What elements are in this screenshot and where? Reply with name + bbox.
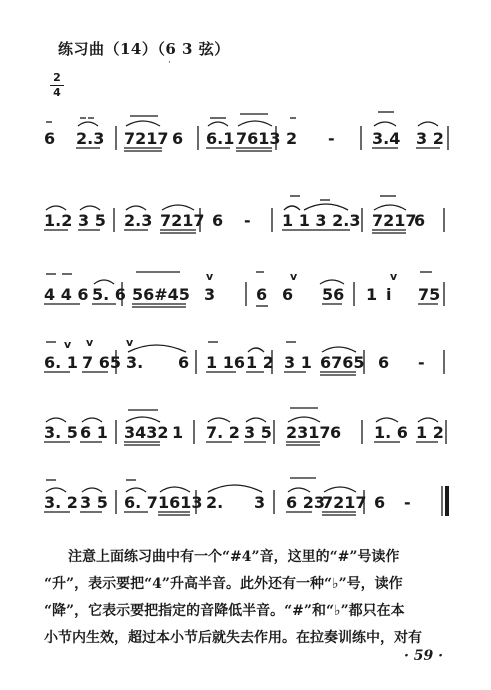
note: 7217 bbox=[372, 211, 417, 230]
note: 1.2 bbox=[44, 211, 73, 230]
note: 1613 bbox=[158, 493, 203, 512]
note: 2 bbox=[286, 129, 298, 148]
score-line-2-svg bbox=[0, 188, 491, 258]
page-number: · 59 · bbox=[404, 648, 443, 664]
etude-title: 练习曲（14）（6 3 弦） bbox=[58, 40, 230, 58]
svg-text:v: v bbox=[390, 270, 398, 283]
note: 3. 5 bbox=[44, 423, 78, 442]
note: - bbox=[418, 353, 425, 372]
note: 7217 bbox=[124, 129, 169, 148]
paragraph-line: 注意上面练习曲中有一个“#4”音，这里的“#”号读作 bbox=[68, 549, 400, 565]
note: 7217 bbox=[160, 211, 205, 230]
note: 3. 2 bbox=[44, 493, 78, 512]
svg-text:v: v bbox=[126, 336, 134, 349]
score-line-1-svg bbox=[0, 100, 491, 170]
svg-text:v: v bbox=[86, 336, 94, 349]
note: 6 bbox=[256, 285, 268, 304]
note: 1 16 bbox=[206, 353, 245, 372]
note: 6 bbox=[414, 211, 426, 230]
score-line-2 bbox=[0, 188, 491, 258]
note: i bbox=[386, 285, 392, 304]
svg-text:v: v bbox=[206, 270, 214, 283]
note: - bbox=[328, 129, 335, 148]
note: 6 bbox=[282, 285, 294, 304]
score-line-5 bbox=[0, 398, 491, 468]
note: 3 5 bbox=[78, 211, 106, 230]
note: 3. bbox=[126, 353, 144, 372]
score-line-6 bbox=[0, 468, 491, 538]
note: - bbox=[404, 493, 411, 512]
note: 2317 bbox=[286, 423, 331, 442]
note: 1 bbox=[366, 285, 378, 304]
note: 1 2 bbox=[416, 423, 444, 442]
note: 7 65 bbox=[82, 353, 121, 372]
time-signature-bottom: 4 bbox=[53, 86, 61, 99]
note: 75 bbox=[418, 285, 441, 304]
svg-text:v: v bbox=[64, 338, 72, 351]
note: 7217 bbox=[322, 493, 367, 512]
paragraph-line: “降”，它表示要把指定的音降低半音。“#”和“♭”都只在本 bbox=[44, 603, 405, 619]
score-line-1 bbox=[0, 100, 491, 170]
note: 2.3 bbox=[76, 129, 105, 148]
note: 3432 bbox=[124, 423, 169, 442]
note: 7613 bbox=[236, 129, 281, 148]
score-line-3 bbox=[0, 262, 491, 332]
time-signature bbox=[50, 72, 64, 99]
note: 6.1 bbox=[206, 129, 235, 148]
paragraph-line: “升”，表示要把“4”升高半音。此外还有一种“♭”号，读作 bbox=[44, 576, 403, 592]
note: 56 bbox=[322, 285, 345, 304]
note: 1 2 bbox=[246, 353, 274, 372]
note: 6 bbox=[172, 129, 184, 148]
note: 3.4 bbox=[372, 129, 401, 148]
note: 6 bbox=[212, 211, 224, 230]
note: 2. bbox=[206, 493, 224, 512]
note: 4 4 6 bbox=[44, 285, 89, 304]
note: 3 bbox=[204, 285, 216, 304]
note: 6 23 bbox=[286, 493, 325, 512]
note: 3 5 bbox=[244, 423, 272, 442]
score-line-6-svg bbox=[0, 468, 491, 538]
note: 1 1 3 2.3 bbox=[282, 211, 361, 230]
note: 7. 2 bbox=[206, 423, 240, 442]
note: 5. 6 bbox=[92, 285, 126, 304]
note: 6 bbox=[178, 353, 190, 372]
note: 6765 bbox=[320, 353, 365, 372]
note: 6. 7 bbox=[124, 493, 158, 512]
svg-text:v: v bbox=[290, 270, 298, 283]
time-signature-top: 2 bbox=[53, 71, 61, 84]
low-octave-dot: · bbox=[168, 58, 171, 68]
note: 3 2 bbox=[416, 129, 444, 148]
note: 1 bbox=[172, 423, 184, 442]
note: 1. 6 bbox=[374, 423, 408, 442]
note: 3 1 bbox=[284, 353, 312, 372]
note: 6 bbox=[374, 493, 386, 512]
score-line-3-svg bbox=[0, 262, 491, 332]
score-line-4-svg bbox=[0, 330, 491, 400]
note: 6 bbox=[44, 129, 56, 148]
note: 6 1 bbox=[80, 423, 108, 442]
note: 6 bbox=[330, 423, 342, 442]
note: - bbox=[244, 211, 251, 230]
note: 6 bbox=[378, 353, 390, 372]
score-line-4 bbox=[0, 330, 491, 400]
note: 3 bbox=[254, 493, 266, 512]
note: 2.3 bbox=[124, 211, 153, 230]
note: 3 5 bbox=[80, 493, 108, 512]
score-line-5-svg bbox=[0, 398, 491, 468]
note: 6. 1 bbox=[44, 353, 78, 372]
note: 56#45 bbox=[132, 285, 190, 304]
paragraph-line: 小节内生效，超过本小节后就失去作用。在拉奏训练中，对有 bbox=[44, 630, 422, 646]
explanation-paragraph bbox=[44, 544, 454, 652]
